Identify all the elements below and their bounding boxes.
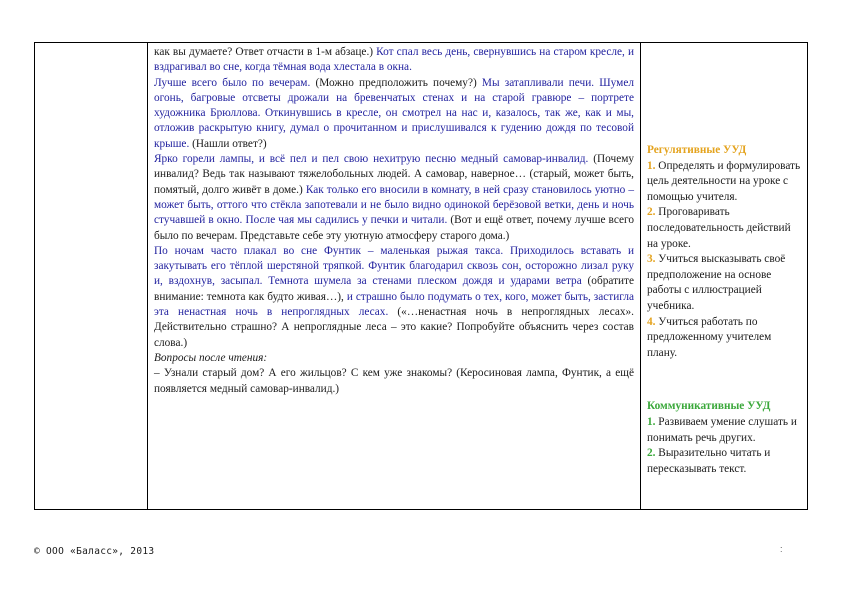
- item-number: 1.: [647, 159, 656, 172]
- item-number: 4.: [647, 315, 656, 328]
- stage-column: [35, 43, 148, 509]
- text-span: (Почему инвалид? Ведь так называют тяжелобольных людей. А самовар, наверное… (старый, может быть, помятый, долго живёт в доме.): [154, 153, 635, 196]
- text-span: (Вот и ещё ответ, почему лучше всего было по вечерам. Представьте себе эту уютную атмосферу старого дома.): [154, 214, 634, 242]
- copyright-footer: © ООО «Баласс», 2013: [34, 546, 155, 557]
- item-text: Определять и формулировать цель деятельности на уроке с помощью учителя.: [647, 159, 801, 203]
- item-number: 2.: [647, 447, 656, 460]
- communicative-heading: Коммуникативные УУД: [647, 400, 771, 413]
- item-text: Проговаривать последовательность действий на уроке.: [647, 206, 791, 250]
- text-span: («…ненастная ночь в непроглядных лесах». Действительно страшно? А непроглядные леса – это какие? Попробуйте объяснить через состав слова.): [154, 306, 634, 349]
- comm-item: [647, 415, 803, 446]
- questions-heading: Вопросы после чтения:: [154, 351, 268, 364]
- questions-text: – Узнали старый дом? А его жильцов? С кем уже знакомы? (Керосиновая лампа, Фунтик, а ещё появляется медный самовар-инвалид.): [154, 367, 634, 395]
- content-column: [148, 43, 641, 509]
- text-span: как вы думаете? Ответ отчасти в 1-м абзаце.): [154, 46, 374, 58]
- item-number: 3.: [647, 253, 656, 266]
- reg-item: [647, 315, 803, 362]
- item-number: 1.: [647, 415, 656, 428]
- text-span: Кот спал весь день, свернувшись на старом кресле, и вздрагивал во сне, когда тёмная вода хлестала в окна.: [154, 46, 634, 74]
- text-span: Мы затапливали печи. Шумел огонь, багровые отсветы дрожали на бревенчатых стенах и на старой гравюре – портрете художника Брюллова. Откинувшись в кресле, он смотрел на нас и, казалось, так же, как и мы, отложив раскрытую книгу, думал о прочитанном и прислушивался к гудению дождя по тесовой крыше.: [154, 76, 634, 150]
- item-number: 2.: [647, 206, 656, 219]
- lesson-text: [154, 45, 634, 397]
- text-span: Лучше всего было по вечерам.: [154, 76, 311, 89]
- item-text: Развиваем умение слушать и понимать речь других.: [647, 415, 797, 444]
- page-mark: :: [780, 544, 783, 554]
- lesson-table: [34, 42, 808, 510]
- text-span: Ярко горели лампы, и всё пел и пел свою нехитрую песню медный самовар-инвалид.: [154, 153, 589, 166]
- spacer: [647, 361, 803, 399]
- item-text: Учиться высказывать своё предположение на основе работы с иллюстрацией учебника.: [647, 253, 786, 312]
- item-text: Выразительно читать и пересказывать текст.: [647, 447, 771, 475]
- text-span: Как только его вносили в комнату, в ней сразу становилось уютно – может быть, оттого что стёкла запотевали и не было видно одинокой берёзовой ветки, день и ночь стучавшей в окно. После чая мы садились у печки и читали.: [154, 183, 634, 227]
- uud-text: [647, 143, 803, 477]
- text-span: (обратите внимание: темнота как будто живая…),: [154, 275, 634, 303]
- item-text: Учиться работать по предложенному учителем плану.: [647, 315, 772, 359]
- text-span: и страшно было подумать о тех, кого, может быть, застигла эта ненастная ночь в непроглядных лесах.: [154, 290, 634, 319]
- paragraph-3: [154, 152, 634, 244]
- text-span: (Нашли ответ?): [189, 137, 267, 150]
- regulative-heading: Регулятивные УУД: [647, 144, 747, 156]
- text-span: (Можно предположить почему?): [310, 76, 477, 89]
- paragraph-1: [154, 45, 634, 76]
- text-span: По ночам часто плакал во сне Фунтик – маленькая рыжая такса. Приходилось вставать и закутывать его тёплой шерстяной тряпкой. Фунтик благодарил сквозь сон, осторожно лизал руку и, вздохнув, засыпал. Темнота шумела за стенами плеском дождя и ударами ветра: [154, 244, 634, 288]
- reg-item: [647, 252, 803, 314]
- paragraph-2: [154, 76, 634, 152]
- uud-column: [641, 43, 807, 509]
- reg-item: [647, 205, 803, 252]
- comm-item: [647, 446, 803, 477]
- reg-item: [647, 159, 803, 206]
- paragraph-4: [154, 244, 634, 351]
